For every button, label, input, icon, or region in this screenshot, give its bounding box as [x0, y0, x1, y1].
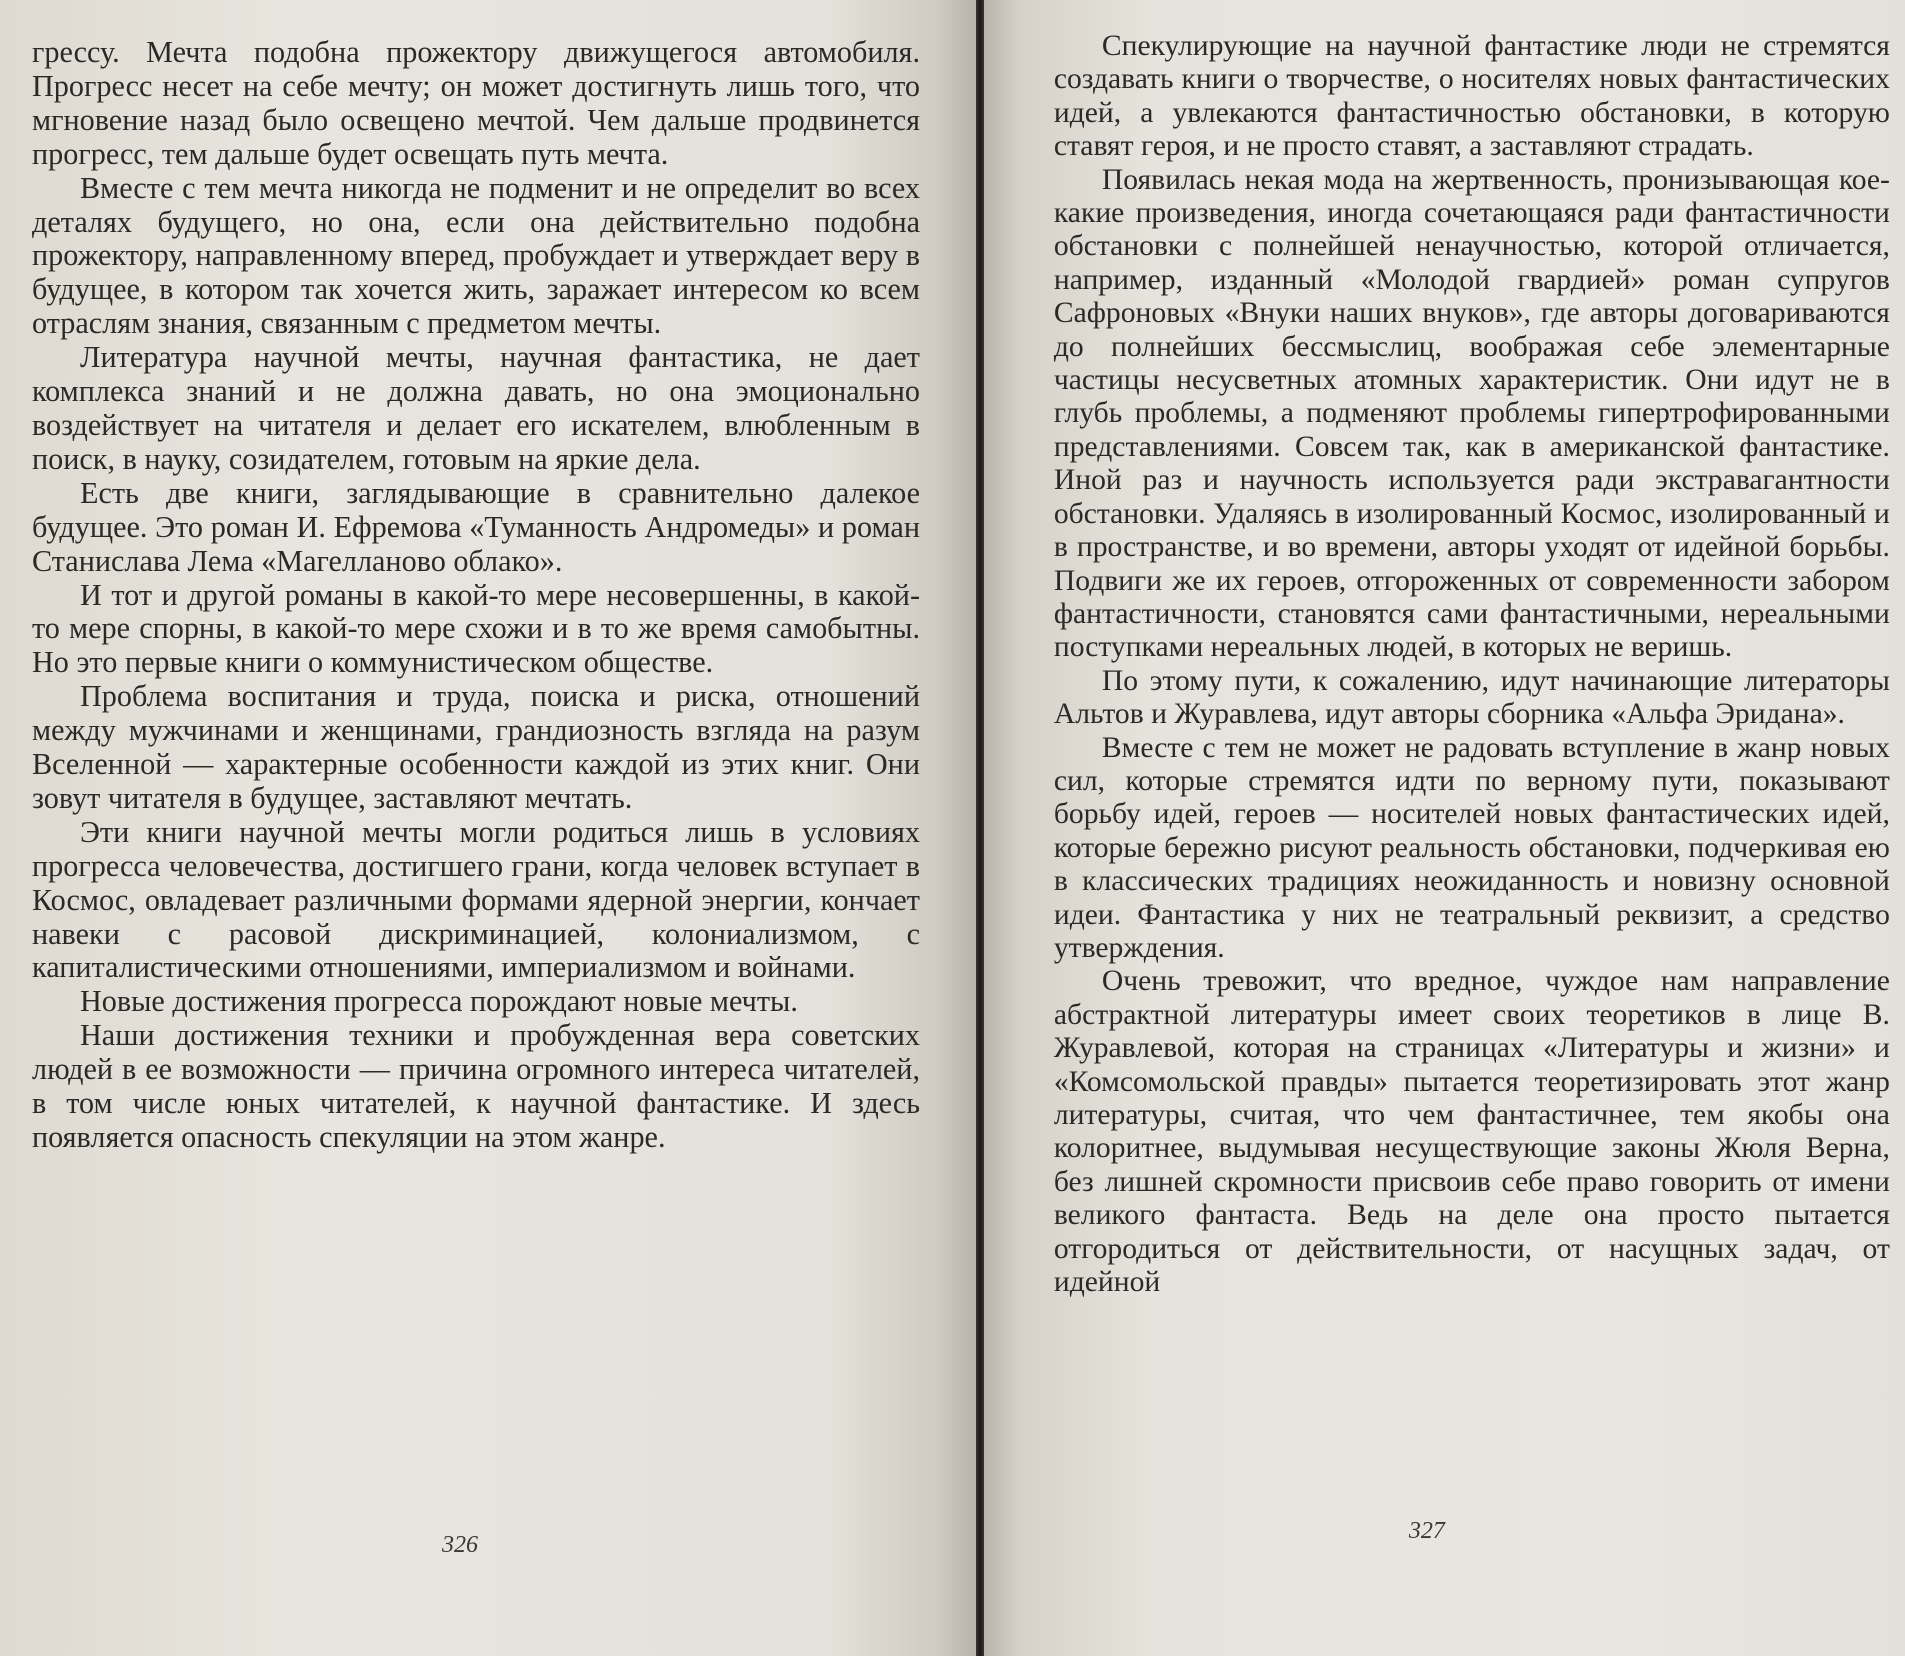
paragraph: Эти книги научной мечты могли родиться лишь в условиях прогресса человечества, достигшего грани, когда человек вступает в Космос, овладевает различными формами ядерной энергии, кончает навеки с расовой дискриминацией, колониализмом, с капиталистическими отношениями, империализмом и войнами.	[32, 814, 920, 985]
paragraph: Очень тревожит, что вредное, чуждое нам направление абстрактной литературы имеет своих теоретиков в лице В. Журавлевой, которая на страницах «Литературы и жизни» и «Комсомольской правды» пытается теоретизировать этот жанр литературы, считая, что чем фантастичнее, тем якобы она колоритнее, выдумывая несуществующие законы Жюля Верна, без лишней скромности присвоив себе право говорить от имени великого фантаста. Ведь на деле она просто пытается отгородиться от действительности, от насущных задач, от идейной	[1053, 965, 1890, 1299]
paragraph: И тот и другой романы в какой-то мере несовершенны, в какой-то мере спорны, в какой-то мере схожи и в то же время самобытны. Но это первые книги о коммунистическом обществе.	[32, 577, 920, 680]
page-number-left: 326	[442, 1532, 478, 1558]
paragraph: Есть две книги, заглядывающие в сравнительно далекое будущее. Это роман И. Ефремова «Туманность Андромеды» и роман Станислава Лема «Магелланово облако».	[32, 475, 920, 578]
paragraph: Появилась некая мода на жертвенность, пронизывающая кое-какие произведения, иногда сочетающаяся ради фантастичности обстановки с полнейшей ненаучностью, которой отличается, например, изданный «Молодой гвардией» роман супругов Сафроновых «Внуки наших внуков», где авторы договариваются до полнейших бессмыслиц, воображая себе элементарные частицы несусветных атомных характеристик. Они идут не в глубь проблемы, а подменяют проблемы гипертрофированными представлениями. Совсем так, как в американской фантастике. Иной раз и научность используется ради экстравагантности обстановки. Удаляясь в изолированный Космос, изолированный и в пространстве, и во времени, авторы уходят от идейной борьбы. Подвиги же их героев, отгороженных от современности забором фантастичности, становятся сами фантастичными, нереальными поступками нереальных людей, в которых не веришь.	[1053, 163, 1890, 664]
right-page	[984, 0, 1905, 1656]
paragraph: Литература научной мечты, научная фантастика, не дает комплекса знаний и не должна давать, но она эмоционально воздействует на читателя и делает его искателем, влюбленным в поиск, в науку, созидателем, готовым на яркие дела.	[32, 340, 920, 476]
book-gutter	[976, 0, 984, 1656]
paragraph: По этому пути, к сожалению, идут начинающие литераторы Альтов и Журавлева, идут авторы сборника «Альфа Эридана».	[1053, 664, 1890, 731]
paragraph: Вместе с тем не может не радовать вступление в жанр новых сил, которые стремятся идти по верному пути, показывают борьбу идей, героев — носителей новых фантастических идей, которые бережно рисуют реальность обстановки, подчеркивая ею в классических традициях неожиданность и новизну основной идеи. Фантастика у них не театральный реквизит, а средство утверждения.	[1053, 731, 1890, 964]
paragraph: Наши достижения техники и пробужденная вера советских людей в ее возможности — причина огромного интереса читателей, в том числе юных читателей, к научной фантастике. И здесь появляется опасность спекуляции на этом жанре.	[32, 1018, 920, 1154]
paragraph: Новые достижения прогресса порождают новые мечты.	[80, 984, 798, 1019]
paragraph: Проблема воспитания и труда, поиска и риска, отношений между мужчинами и женщинами, грандиозность взгляда на разум Вселенной — характерные особенности каждой из этих книг. Они зовут читателя в будущее, заставляют мечтать.	[32, 679, 920, 815]
left-page-text	[32, 36, 920, 1155]
right-page-text	[1054, 30, 1890, 1299]
paragraph: Спекулирующие на научной фантастике люди не стремятся создавать книги о творчестве, о носителях новых фантастических идей, а увлекаются фантастичностью обстановки, в которую ставят героя, и не просто ставят, а заставляют страдать.	[1053, 30, 1890, 163]
page-number-right: 327	[1408, 1518, 1445, 1544]
paragraph: грессу. Мечта подобна прожектору движущегося автомобиля. Прогресс несет на себе мечту; он может достигнуть лишь того, что мгновение назад было освещено мечтой. Чем дальше продвинется прогресс, тем дальше будет освещать путь мечта.	[32, 35, 920, 171]
paragraph: Вместе с тем мечта никогда не подменит и не определит во всех деталях будущего, но она, если она действительно подобна прожектору, направленному вперед, пробуждает и утверждает веру в будущее, в котором так хочется жить, заражает интересом ко всем отраслям знания, связанным с предметом мечты.	[32, 170, 920, 341]
